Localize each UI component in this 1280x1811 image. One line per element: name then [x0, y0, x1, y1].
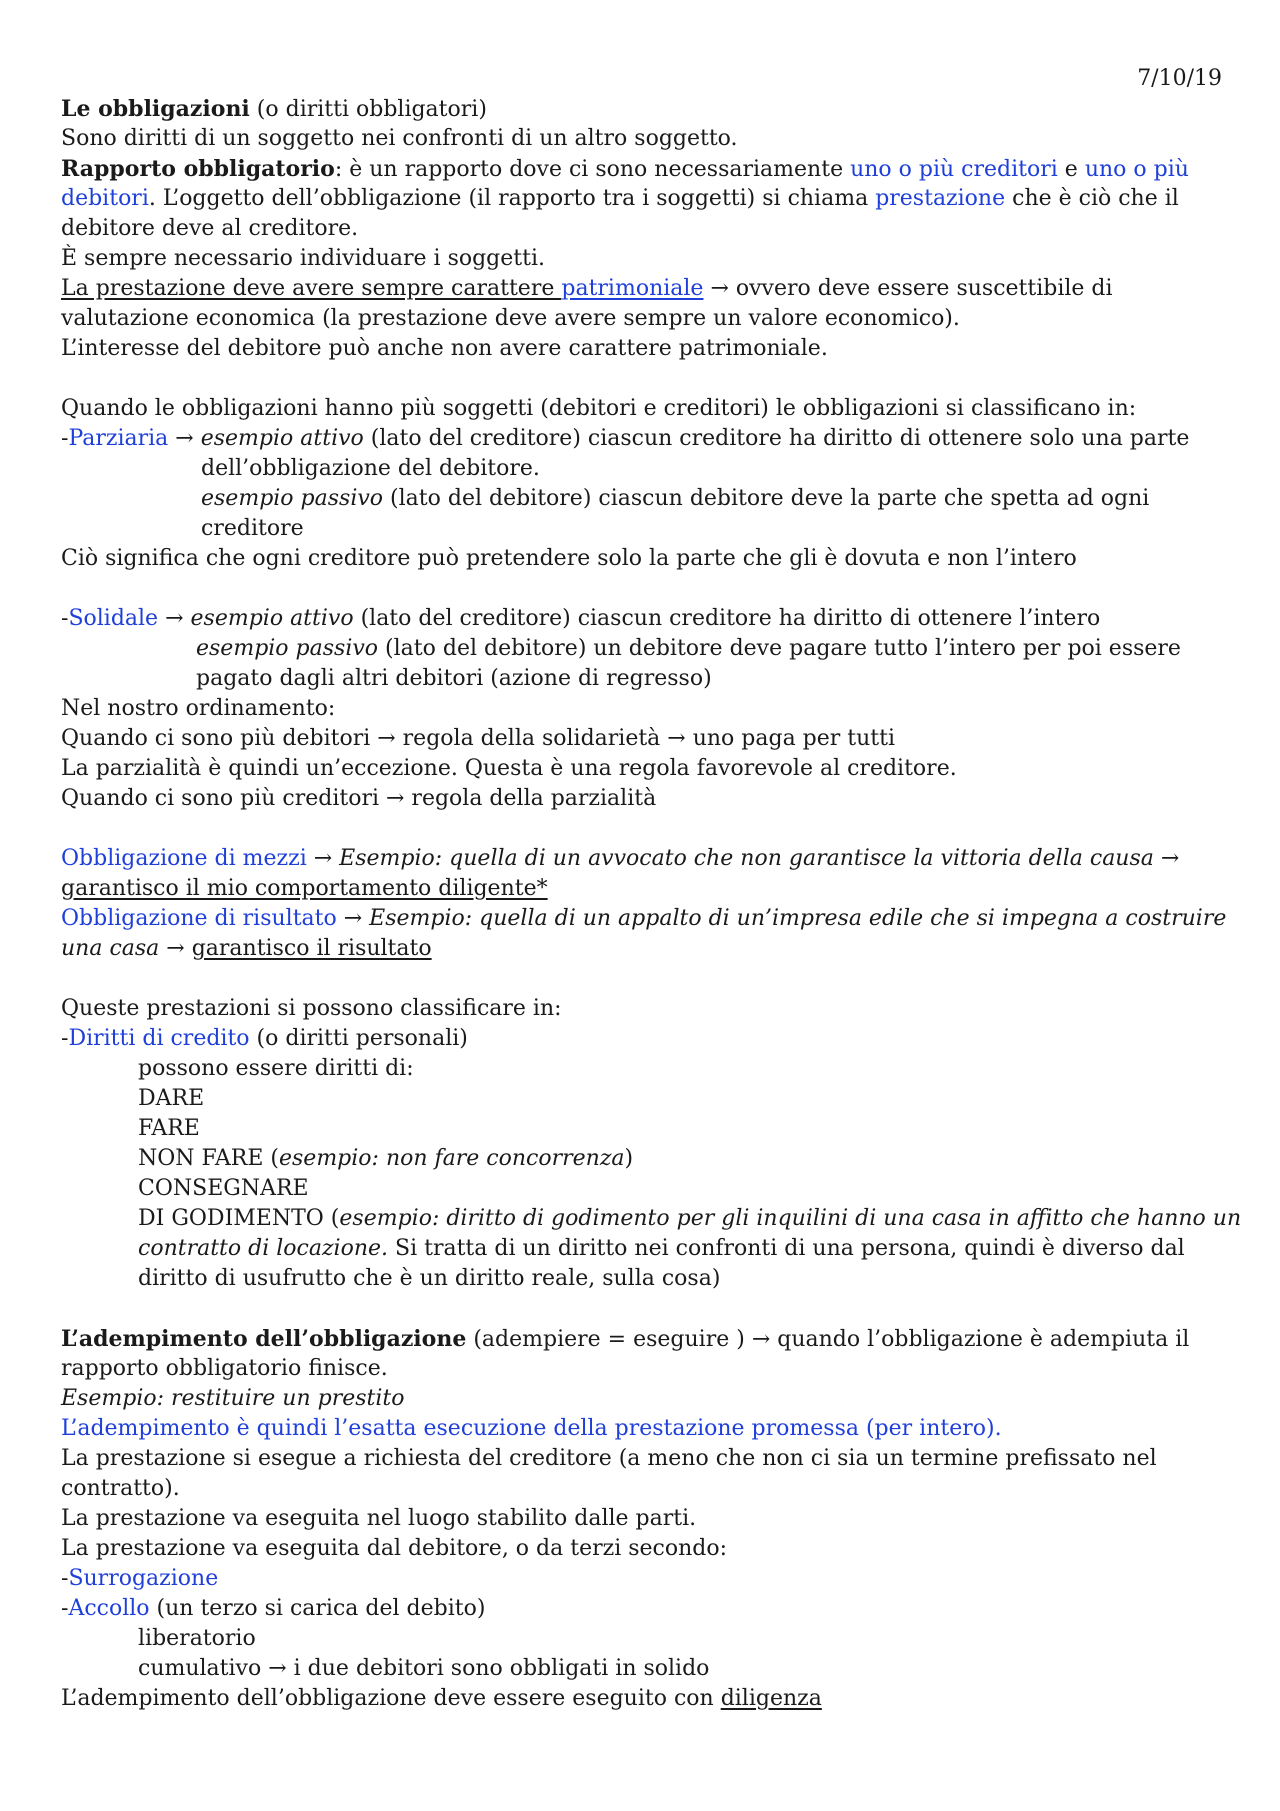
text-span: -	[61, 426, 69, 451]
text-line	[61, 394, 1136, 424]
text-span: diligenza	[720, 1686, 822, 1711]
text-line	[61, 1324, 1189, 1355]
text-span: Nel nostro ordinamento:	[61, 696, 336, 721]
text-span: Rapporto obbligatorio	[61, 156, 335, 182]
text-span: Esempio: quella di un avvocato che non garantisce la vittoria della causa	[339, 846, 1154, 871]
text-line	[138, 1144, 633, 1174]
text-span: L’interesse del debitore può anche non avere carattere patrimoniale.	[61, 336, 828, 361]
text-span: FARE	[138, 1116, 200, 1141]
text-span: creditore	[201, 516, 304, 541]
text-span: Esempio: quella di un appalto di un’impresa edile che si impegna a costruire	[369, 906, 1227, 931]
text-span: uno o più creditori	[850, 157, 1058, 182]
text-span: Esempio: restituire un prestito	[61, 1386, 405, 1411]
text-span: →	[1153, 846, 1180, 871]
text-span: -	[61, 1026, 69, 1051]
text-span: -	[61, 1596, 69, 1621]
text-span: : è un rapporto dove ci sono necessariamente	[334, 157, 851, 182]
text-span: L’adempimento è quindi l’esatta esecuzione della prestazione promessa (per intero).	[61, 1416, 1002, 1441]
text-span: esempio: non fare concorrenza	[278, 1146, 625, 1171]
text-line	[61, 1504, 696, 1534]
text-span: L’adempimento dell’obbligazione	[61, 1326, 467, 1352]
text-span: esempio passivo	[196, 636, 379, 661]
text-span: . L’oggetto dell’obbligazione (il rapporto tra i soggetti) si chiama	[148, 186, 876, 211]
text-span: liberatorio	[138, 1626, 256, 1651]
text-line	[138, 1114, 200, 1144]
text-span: → ovvero deve essere suscettibile di	[703, 276, 1113, 301]
text-line	[61, 274, 1113, 304]
text-line	[138, 1264, 720, 1294]
text-span: possono essere diritti di:	[138, 1056, 414, 1081]
text-span: diritto di usufrutto che è un diritto reale, sulla cosa)	[138, 1266, 721, 1291]
text-span: Quando ci sono più creditori → regola della parzialità	[61, 786, 657, 811]
text-span: Quando ci sono più debitori → regola della solidarietà → uno paga per tutti	[61, 726, 896, 751]
text-line	[61, 244, 545, 274]
text-line	[61, 694, 335, 724]
text-span: →	[306, 846, 340, 871]
text-line	[61, 1594, 485, 1624]
text-span: prestazione	[875, 186, 1006, 211]
text-span: Solidale	[68, 606, 159, 631]
text-span: debitore deve al creditore.	[61, 216, 359, 241]
text-span: CONSEGNARE	[138, 1176, 309, 1201]
text-line	[61, 124, 738, 154]
text-span: contratto di locazione.	[138, 1236, 389, 1261]
text-line	[61, 904, 1226, 934]
note-date: 7/10/19	[1137, 66, 1222, 91]
text-span: La prestazione si esegue a richiesta del creditore (a meno che non ci sia un termine prefissato nel	[61, 1446, 1157, 1471]
text-line	[61, 754, 957, 784]
text-span: (o diritti obbligatori)	[249, 97, 487, 122]
text-line	[61, 214, 358, 244]
text-line	[61, 1354, 388, 1384]
text-span: (lato del debitore) un debitore deve pagare tutto l’intero per poi essere	[378, 636, 1181, 661]
text-line	[61, 94, 487, 125]
text-span: una casa	[61, 936, 160, 961]
text-span: e	[1057, 157, 1085, 182]
text-span: Sono diritti di un soggetto nei confronti di un altro soggetto.	[61, 126, 738, 151]
text-span: (lato del creditore) ciascun creditore ha diritto di ottenere solo una parte	[363, 426, 1190, 451]
text-line	[61, 184, 1179, 214]
text-line	[138, 1204, 1241, 1234]
text-line	[61, 1684, 822, 1714]
text-span: Obbligazione di mezzi	[61, 846, 307, 871]
text-line	[61, 154, 1189, 185]
text-span: →	[168, 426, 201, 451]
text-line	[201, 484, 1149, 514]
text-span: La prestazione va eseguita nel luogo stabilito dalle parti.	[61, 1506, 697, 1531]
text-span: Surrogazione	[68, 1566, 219, 1591]
text-line	[61, 784, 656, 814]
text-span: esempio attivo	[190, 606, 354, 631]
text-line	[61, 844, 1179, 874]
text-span: debitori	[61, 186, 149, 211]
text-span: -	[61, 606, 69, 631]
text-span: DI GODIMENTO (	[138, 1206, 340, 1231]
text-line	[61, 1474, 180, 1504]
text-line	[138, 1174, 309, 1204]
text-line	[61, 334, 828, 364]
text-span: Obbligazione di risultato	[61, 906, 337, 931]
text-span: esempio: diritto di godimento per gli inquilini di una casa in affitto che hanno un	[339, 1206, 1242, 1231]
text-line	[61, 424, 1189, 454]
text-span: Queste prestazioni si possono classificare in:	[61, 996, 562, 1021]
text-line	[138, 1654, 709, 1684]
text-span: La prestazione va eseguita dal debitore, o da terzi secondo:	[61, 1536, 728, 1561]
text-line	[61, 1564, 218, 1594]
text-span: garantisco il risultato	[191, 936, 432, 961]
text-span: esempio attivo	[200, 426, 364, 451]
text-span: NON FARE (	[138, 1146, 279, 1171]
text-line	[201, 454, 540, 484]
text-span: →	[158, 606, 191, 631]
text-span: garantisco il mio comportamento diligente*	[61, 876, 548, 901]
text-line	[61, 1414, 1002, 1444]
text-line	[61, 1384, 404, 1414]
text-span: DARE	[138, 1086, 205, 1111]
text-span: rapporto obbligatorio finisce.	[61, 1356, 388, 1381]
text-line	[61, 1024, 468, 1054]
text-span: (o diritti personali)	[249, 1026, 468, 1051]
text-span: Si tratta di un diritto nei confronti di una persona, quindi è diverso dal	[388, 1236, 1185, 1261]
text-span: Quando le obbligazioni hanno più soggetti (debitori e creditori) le obbligazioni si classificano in:	[61, 396, 1137, 421]
text-line	[61, 1534, 727, 1564]
text-span: (lato del debitore) ciascun debitore deve la parte che spetta ad ogni	[383, 486, 1150, 511]
text-span: (un terzo si carica del debito)	[149, 1596, 486, 1621]
text-line	[61, 724, 895, 754]
text-line	[196, 664, 712, 694]
text-span: )	[624, 1146, 634, 1171]
text-span: →	[159, 936, 192, 961]
text-span: dell’obbligazione del debitore.	[201, 456, 540, 481]
text-span: →	[336, 906, 370, 931]
text-span: -	[61, 1566, 69, 1591]
text-line	[201, 514, 304, 544]
text-span: Parziaria	[68, 426, 169, 451]
text-line	[138, 1234, 1185, 1264]
text-span: (adempiere = eseguire ) → quando l’obbligazione è adempiuta il	[466, 1327, 1190, 1352]
text-span: patrimoniale	[561, 276, 704, 301]
text-span: che è ciò che il	[1005, 186, 1179, 211]
text-span: La prestazione deve avere sempre carattere	[61, 276, 562, 301]
text-span: esempio passivo	[201, 486, 384, 511]
text-span: Diritti di credito	[68, 1026, 250, 1051]
text-span: (lato del creditore) ciascun creditore ha diritto di ottenere l’intero	[353, 606, 1101, 631]
text-line	[138, 1054, 414, 1084]
text-span: È sempre necessario individuare i soggetti.	[61, 246, 545, 271]
text-line	[61, 544, 1077, 574]
text-line	[61, 1444, 1157, 1474]
text-line	[61, 994, 562, 1024]
text-span: pagato dagli altri debitori (azione di regresso)	[196, 666, 712, 691]
text-span: contratto).	[61, 1476, 180, 1501]
text-line	[61, 604, 1100, 634]
text-line	[138, 1624, 256, 1654]
text-span: cumulativo → i due debitori sono obbligati in solido	[138, 1656, 710, 1681]
text-span: Le obbligazioni	[61, 96, 250, 122]
text-span: La parzialità è quindi un’eccezione. Questa è una regola favorevole al creditore.	[61, 756, 957, 781]
text-span: Ciò significa che ogni creditore può pretendere solo la parte che gli è dovuta e non l’intero	[61, 546, 1077, 571]
text-span: uno o più	[1084, 157, 1189, 182]
text-line	[138, 1084, 204, 1114]
text-line	[61, 304, 960, 334]
text-span: L’adempimento dell’obbligazione deve essere eseguito con	[61, 1686, 721, 1711]
text-line	[61, 874, 548, 904]
text-span: valutazione economica (la prestazione deve avere sempre un valore economico).	[61, 306, 960, 331]
text-span: Accollo	[68, 1596, 150, 1621]
text-line	[61, 934, 432, 964]
text-line	[196, 634, 1181, 664]
